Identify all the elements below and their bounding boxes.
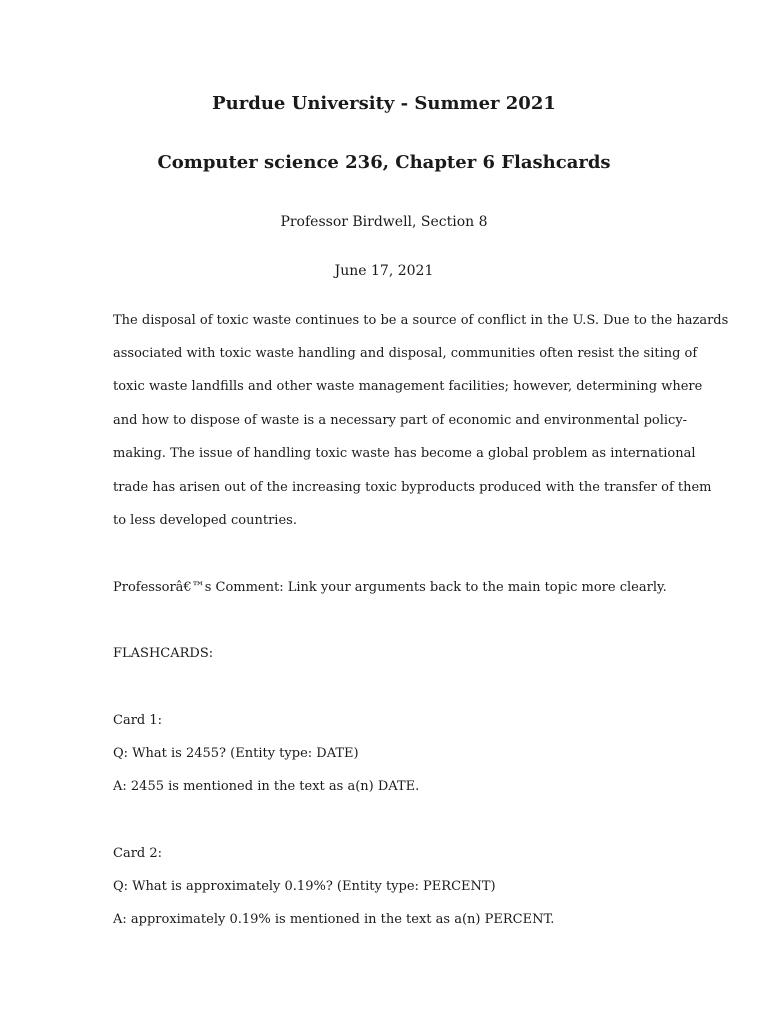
paragraph-line: to less developed countries. xyxy=(113,513,297,528)
card-answer: A: 2455 is mentioned in the text as a(n) DATE. xyxy=(113,779,420,794)
paragraph-line: associated with toxic waste handling and disposal, communities often resist the siting of xyxy=(113,346,698,361)
card-label: Card 1: xyxy=(113,713,163,728)
professor-line: Professor Birdwell, Section 8 xyxy=(280,214,488,230)
paragraph-line: making. The issue of handling toxic waste has become a global problem as international xyxy=(113,446,696,461)
paragraph-line: and how to dispose of waste is a necessary part of economic and environmental policy- xyxy=(113,413,688,428)
date-line: June 17, 2021 xyxy=(334,263,434,279)
course-title: Computer science 236, Chapter 6 Flashcards xyxy=(157,152,611,173)
paragraph-line: trade has arisen out of the increasing toxic byproducts produced with the transfer of them xyxy=(113,480,712,495)
card-label: Card 2: xyxy=(113,846,163,861)
paragraph-line: toxic waste landfills and other waste management facilities; however, determining where xyxy=(113,379,703,394)
card-question: Q: What is approximately 0.19%? (Entity type: PERCENT) xyxy=(113,879,496,894)
university-heading: Purdue University - Summer 2021 xyxy=(212,93,556,114)
professor-comment: Professorâ€™s Comment: Link your arguments back to the main topic more clearly. xyxy=(113,580,667,595)
card-question: Q: What is 2455? (Entity type: DATE) xyxy=(113,746,359,761)
card-answer: A: approximately 0.19% is mentioned in the text as a(n) PERCENT. xyxy=(113,912,555,927)
flashcards-heading: FLASHCARDS: xyxy=(113,646,214,661)
paragraph-line: The disposal of toxic waste continues to be a source of conflict in the U.S. Due to the hazards xyxy=(113,313,729,328)
